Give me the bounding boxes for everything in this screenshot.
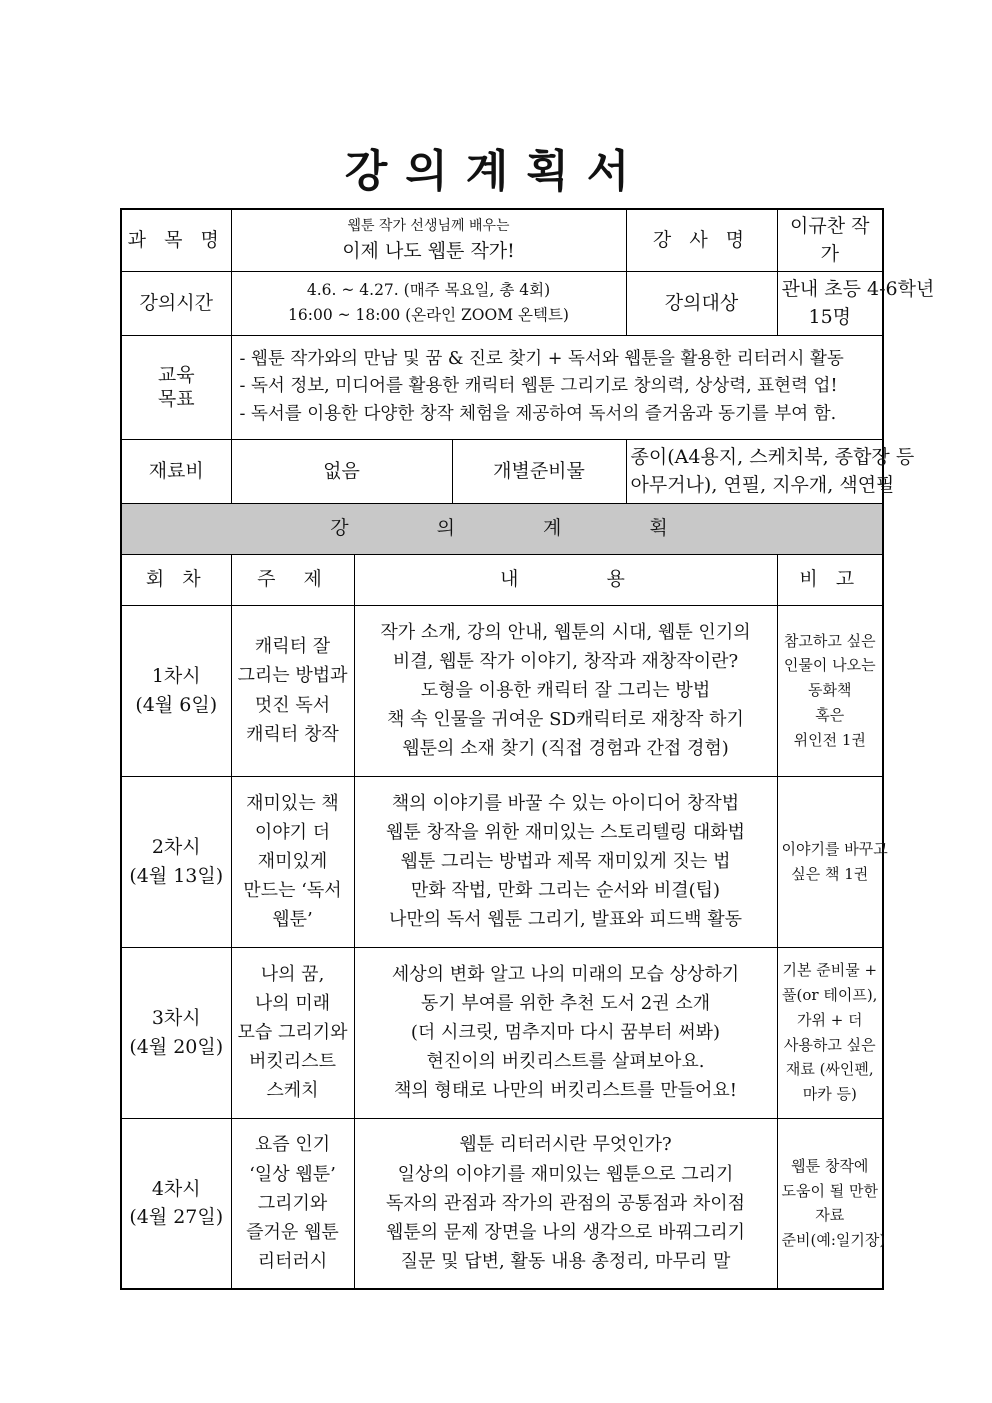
material-label: 재료비 (121, 439, 231, 503)
content-cell: 책의 이야기를 바꿀 수 있는 아이디어 창작법 웹툰 창작을 위한 재미있는 스토리텔링 대화법 웹툰 그리는 방법과 제목 재미있게 짓는 법 만화 작법, 만화 그리는 순서와 비결(팁) 나만의 독서 웹툰 그리기, 발표와 피드백 활동 (354, 776, 777, 947)
syllabus-table (120, 208, 935, 1290)
topic-cell: 나의 꿈, 나의 미래 모습 그리기와 버킷리스트 스케치 (231, 947, 354, 1118)
note-cell: 웹툰 창작에 도움이 될 만한 자료 준비(예:일기장) (777, 1118, 883, 1289)
content-cell: 웹툰 리터러시란 무엇인가? 일상의 이야기를 재미있는 웹툰으로 그리기 독자의 관점과 작가의 관점의 공통점과 차이점 웹툰의 문제 장면을 나의 생각으로 바꿔그리기 질문 및 답변, 활동 내용 총정리, 마무리 말 (354, 1118, 777, 1289)
subject-label: 과 목 명 (121, 209, 231, 271)
goal-list (231, 335, 883, 439)
goal-label: 교육 목표 (121, 335, 231, 439)
prep-cell (626, 439, 915, 503)
col-content: 내 용 (354, 554, 777, 605)
session-row (121, 605, 883, 776)
topic-cell: 캐릭터 잘 그리는 방법과 멋진 독서 캐릭터 창작 (231, 605, 354, 776)
time-label: 강의시간 (121, 271, 231, 335)
goal-row (121, 335, 883, 439)
column-header-row (121, 554, 883, 605)
instructor-label: 강 사 명 (626, 209, 777, 271)
prep-label: 개별준비물 (452, 439, 626, 503)
subject-cell (231, 209, 626, 271)
subject-row (121, 209, 883, 271)
session-cell: 4차시 (4월 27일) (121, 1118, 231, 1289)
time-hours: 16:00 ~ 18:00 (온라인 ZOOM 온텍트) (288, 306, 569, 324)
note-cell: 참고하고 싶은 인물이 나오는 동화책 혹은 위인전 1권 (777, 605, 883, 776)
plan-header-row (121, 503, 883, 554)
material-row (121, 439, 883, 503)
target-cell (777, 271, 935, 335)
subject-title: 이제 나도 웹툰 작가! (342, 240, 515, 263)
goal-item: - 웹툰 작가와의 만남 및 꿈 & 진로 찾기 + 독서와 웹툰을 활용한 리터러시 활동 (239, 349, 844, 370)
session-row (121, 776, 883, 947)
plan-header: 강 의 계 획 (121, 503, 883, 554)
prep-line: 종이(A4용지, 스케치북, 종합장 등 (630, 445, 915, 468)
subject-subtitle: 웹툰 작가 선생님께 배우는 (347, 217, 510, 234)
goal-item: - 독서 정보, 미디어를 활용한 캐릭터 웹툰 그리기로 창의력, 상상력, 표현력 업! (239, 376, 838, 397)
note-cell: 이야기를 바꾸고 싶은 책 1권 (777, 776, 883, 947)
note-cell: 기본 준비물 + 풀(or 테이프), 가위 + 더 사용하고 싶은 재료 (싸인펜, 마카 등) (777, 947, 883, 1118)
target-count: 15명 (808, 306, 852, 328)
target-label: 강의대상 (626, 271, 777, 335)
col-note: 비 고 (777, 554, 883, 605)
session-cell: 3차시 (4월 20일) (121, 947, 231, 1118)
target-grade: 관내 초등 4-6학년 (781, 277, 935, 300)
page-title: 강의계획서 (344, 146, 648, 197)
content-cell: 작가 소개, 강의 안내, 웹툰의 시대, 웹툰 인기의 비결, 웹툰 작가 이야기, 창작과 재창작이란? 도형을 이용한 캐릭터 잘 그리는 방법 책 속 인물을 귀여운 SD캐릭터로 재창작 하기 웹툰의 소재 찾기 (직접 경험과 간접 경험) (354, 605, 777, 776)
session-row (121, 947, 883, 1118)
time-row (121, 271, 883, 335)
session-row (121, 1118, 883, 1289)
goal-item: - 독서를 이용한 다양한 창작 체험을 제공하여 독서의 즐거움과 동기를 부여 함. (239, 403, 837, 424)
material-value: 없음 (231, 439, 452, 503)
content-cell: 세상의 변화 알고 나의 미래의 모습 상상하기 동기 부여를 위한 추천 도서 2권 소개 (더 시크릿, 멈추지마 다시 꿈부터 써봐) 현진이의 버킷리스트를 살펴보아요. 책의 형태로 나만의 버킷리스트를 만들어요! (354, 947, 777, 1118)
prep-line: 아무거나), 연필, 지우개, 색연필 (630, 474, 895, 496)
time-cell (231, 271, 626, 335)
col-topic: 주 제 (231, 554, 354, 605)
session-cell: 2차시 (4월 13일) (121, 776, 231, 947)
time-dates: 4.6. ~ 4.27. (매주 목요일, 총 4회) (306, 281, 551, 300)
instructor-value: 이규찬 작가 (777, 209, 883, 271)
topic-cell: 요즘 인기 ‘일상 웹툰’ 그리기와 즐거운 웹툰 리터러시 (231, 1118, 354, 1289)
topic-cell: 재미있는 책 이야기 더 재미있게 만드는 ‘독서 웹툰’ (231, 776, 354, 947)
session-cell: 1차시 (4월 6일) (121, 605, 231, 776)
col-session: 회 차 (121, 554, 231, 605)
